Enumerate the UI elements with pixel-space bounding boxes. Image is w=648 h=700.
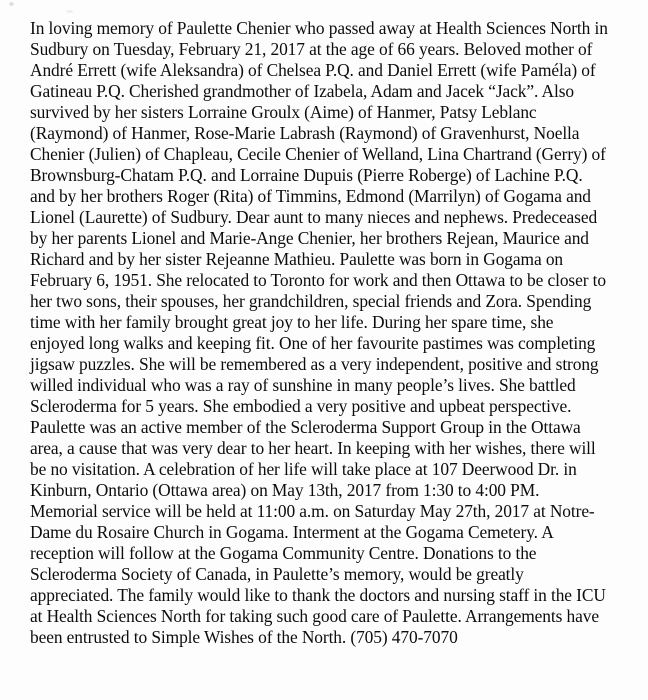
obituary-text xyxy=(30,18,630,648)
obituary-line: Brownsburg-Chatam P.Q. and Lorraine Dupuis (Pierre Roberge) of Lachine P.Q. xyxy=(30,165,583,185)
obituary-line: Richard and by her sister Rejeanne Mathieu. Paulette was born in Gogama on xyxy=(30,249,564,269)
obituary-line: Sudbury on Tuesday, February 21, 2017 at the age of 66 years. Beloved mother of xyxy=(30,39,593,59)
obituary-line: reception will follow at the Gogama Community Centre. Donations to the xyxy=(30,543,537,563)
obituary-line: time with her family brought great joy to her life. During her spare time, she xyxy=(30,312,554,332)
obituary-line: at Health Sciences North for taking such good care of Paulette. Arrangements have xyxy=(30,606,599,626)
scan-artifact xyxy=(9,2,14,6)
obituary-line: Chenier (Julien) of Chapleau, Cecile Chenier of Welland, Lina Chartrand (Gerry) of xyxy=(30,144,606,164)
obituary-line: Dame du Rosaire Church in Gogama. Interment at the Gogama Cemetery. A xyxy=(30,522,554,542)
obituary-line: jigsaw puzzles. She will be remembered as a very independent, positive and strong xyxy=(30,354,599,374)
obituary-line: In loving memory of Paulette Chenier who passed away at Health Sciences North in xyxy=(30,18,608,38)
obituary-line: Memorial service will be held at 11:00 a.m. on Saturday May 27th, 2017 at Notre- xyxy=(30,501,595,521)
obituary-line: be no visitation. A celebration of her life will take place at 107 Deerwood Dr. in xyxy=(30,459,577,479)
obituary-line: willed individual who was a ray of sunshine in many people’s lives. She battled xyxy=(30,375,576,395)
obituary-line: André Errett (wife Aleksandra) of Chelsea P.Q. and Daniel Errett (wife Paméla) of xyxy=(30,60,596,80)
obituary-line: her two sons, their spouses, her grandchildren, special friends and Zora. Spending xyxy=(30,291,592,311)
obituary-line: Lionel (Laurette) of Sudbury. Dear aunt to many nieces and nephews. Predeceased xyxy=(30,207,598,227)
obituary-line: February 6, 1951. She relocated to Toronto for work and then Ottawa to be closer to xyxy=(30,270,606,290)
obituary-line: and by her brothers Roger (Rita) of Timmins, Edmond (Marrilyn) of Gogama and xyxy=(30,186,591,206)
obituary-line: Gatineau P.Q. Cherished grandmother of Izabela, Adam and Jacek “Jack”. Also xyxy=(30,81,574,101)
obituary-line: been entrusted to Simple Wishes of the North. (705) 470-7070 xyxy=(30,627,458,647)
scan-artifact xyxy=(66,10,73,13)
obituary-line: appreciated. The family would like to thank the doctors and nursing staff in the ICU xyxy=(30,585,606,605)
obituary-line: Scleroderma for 5 years. She embodied a very positive and upbeat perspective. xyxy=(30,396,572,416)
obituary-line: Scleroderma Society of Canada, in Paulette’s memory, would be greatly xyxy=(30,564,524,584)
obituary-line: survived by her sisters Lorraine Groulx (Aime) of Hanmer, Patsy Leblanc xyxy=(30,102,537,122)
obituary-line: enjoyed long walks and keeping fit. One of her favourite pastimes was completing xyxy=(30,333,596,353)
obituary-line: Paulette was an active member of the Scleroderma Support Group in the Ottawa xyxy=(30,417,581,437)
obituary-line: (Raymond) of Hanmer, Rose-Marie Labrash (Raymond) of Gravenhurst, Noella xyxy=(30,123,580,143)
obituary-line: by her parents Lionel and Marie-Ange Chenier, her brothers Rejean, Maurice and xyxy=(30,228,589,248)
obituary-line: area, a cause that was very dear to her heart. In keeping with her wishes, there will xyxy=(30,438,596,458)
obituary-line: Kinburn, Ontario (Ottawa area) on May 13th, 2017 from 1:30 to 4:00 PM. xyxy=(30,480,540,500)
